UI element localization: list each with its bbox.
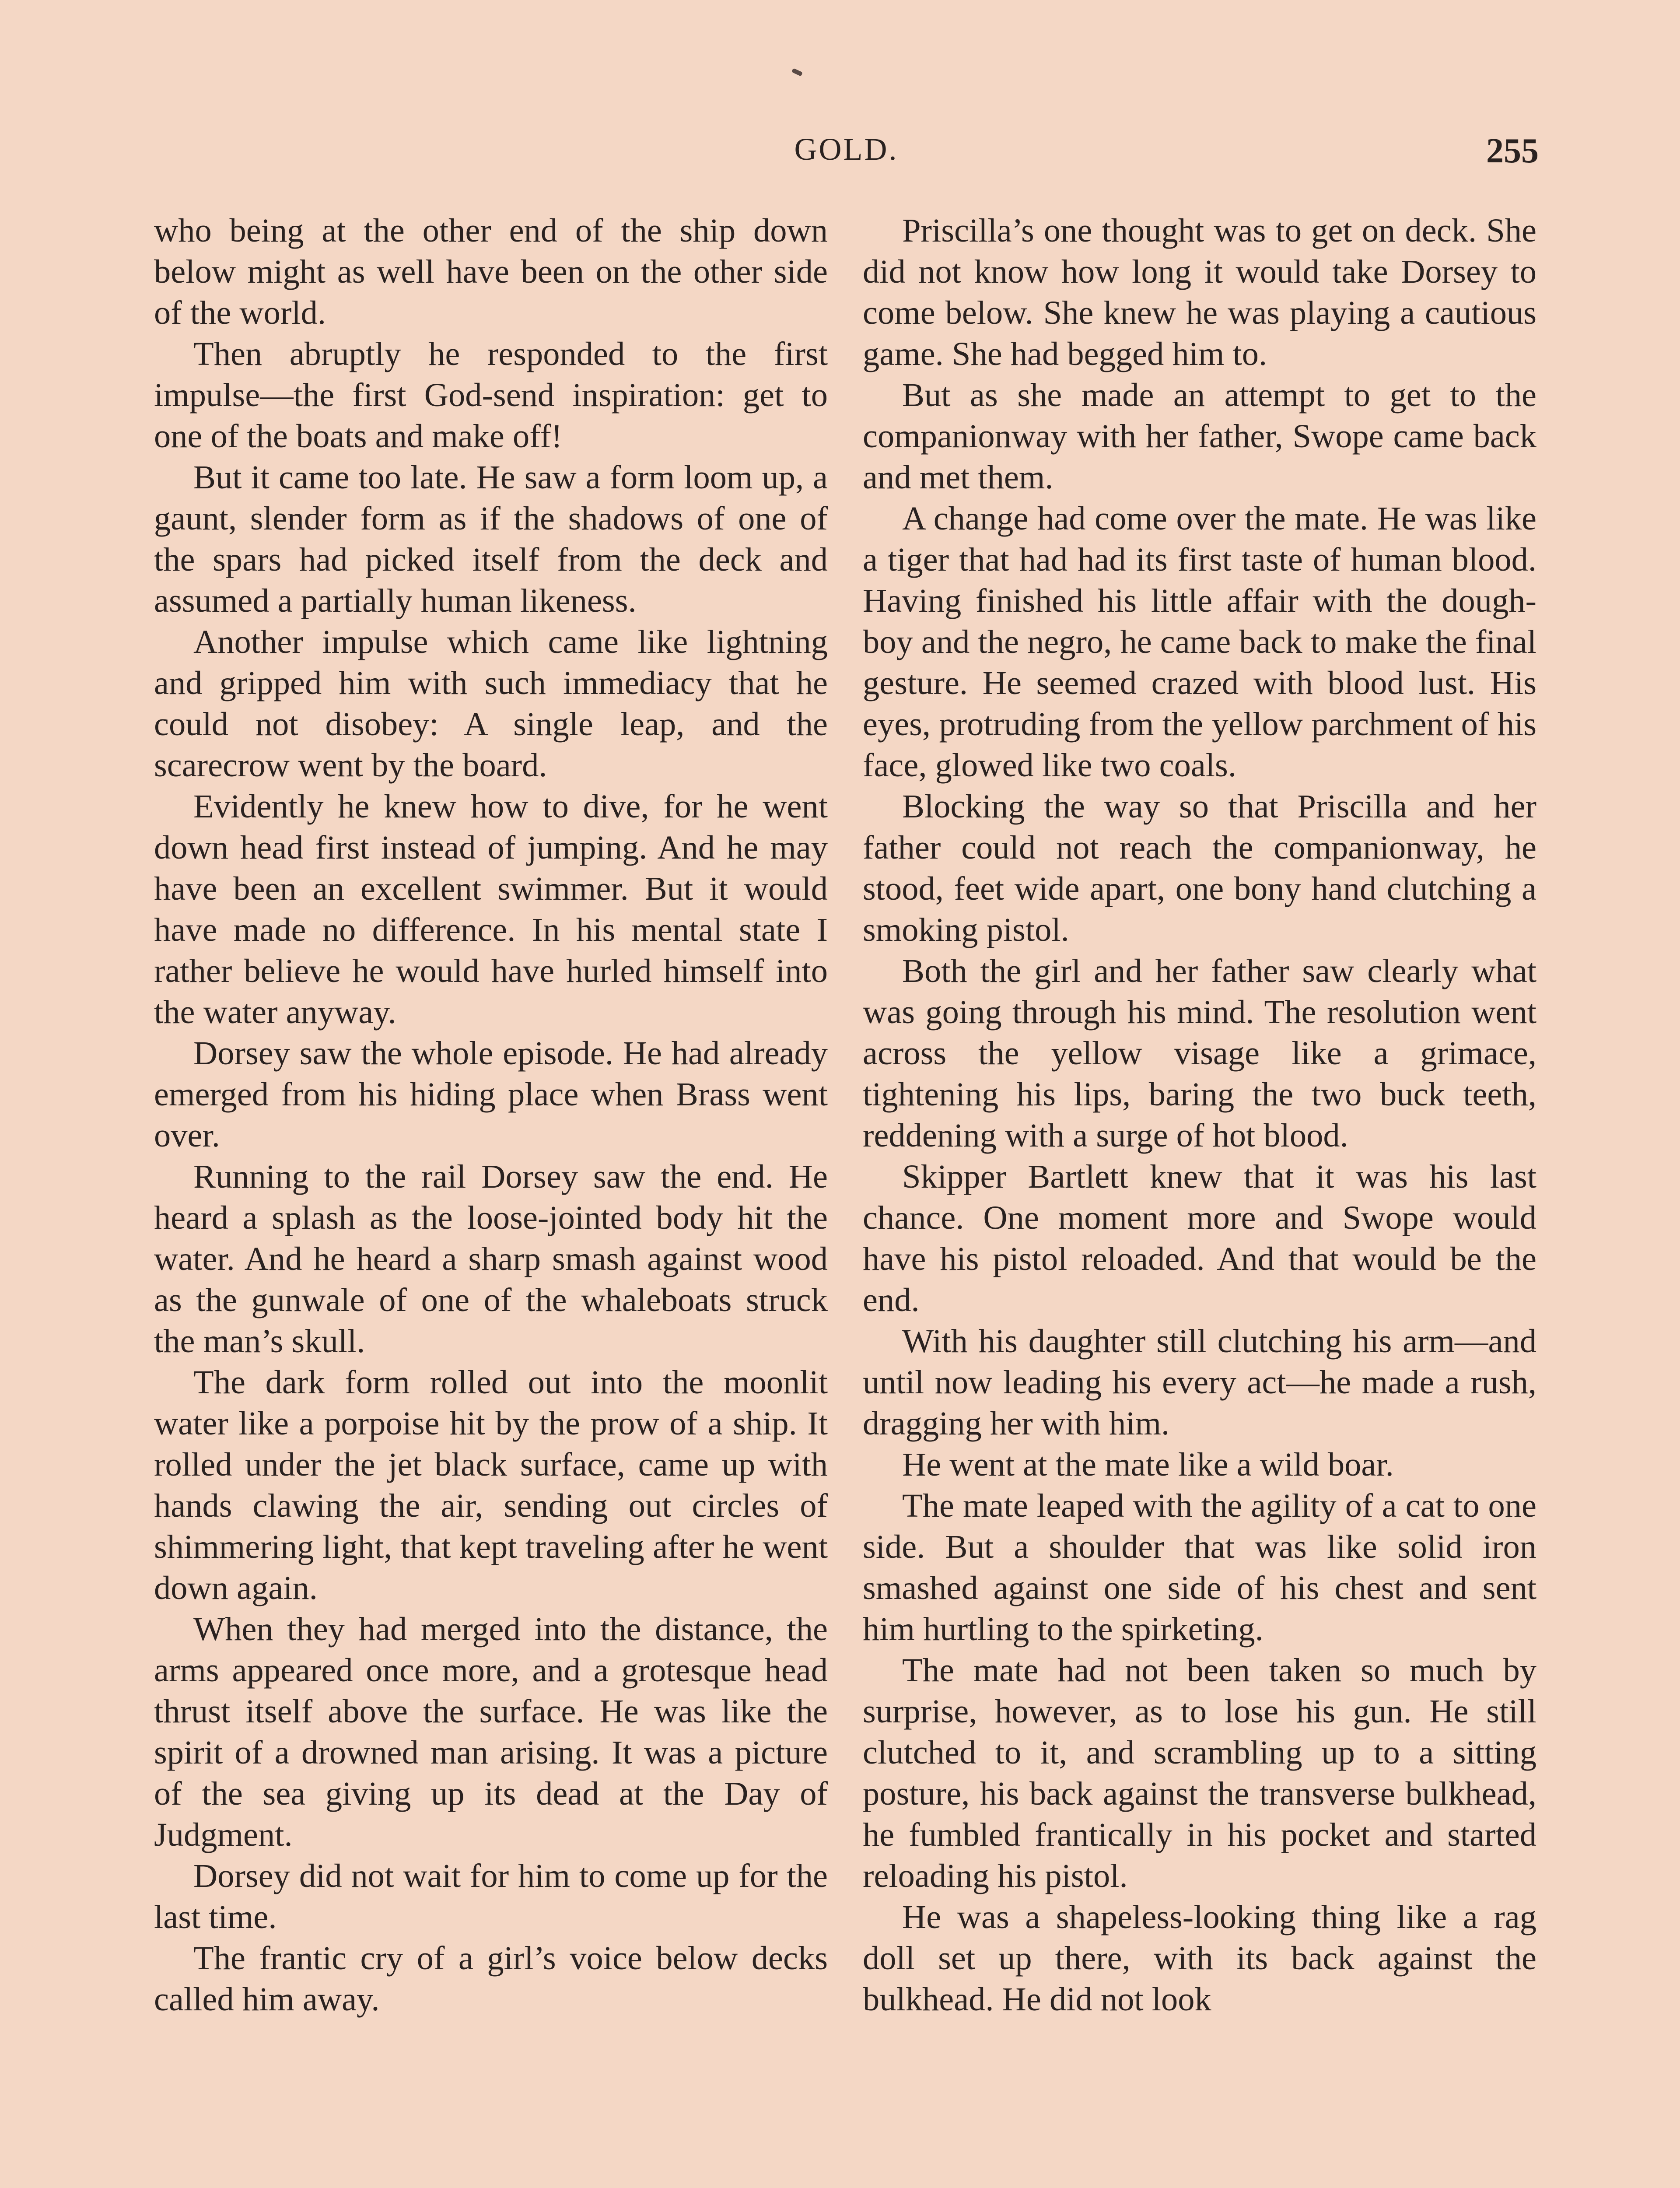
paragraph: A change had come over the mate. He was like a tiger that had had its first taste of human blood. Having finished his little affair with the dough-boy and the negro, he came back to make the final gesture. He seemed crazed with blood lust. His eyes, protruding from the yellow parchment of his face, glowed like two coals. — [863, 500, 1537, 784]
paragraph: But as she made an attempt to get to the companionway with her father, Swope came back and met them. — [863, 376, 1536, 496]
paragraph: But it came too late. He saw a form loom up, a gaunt, slender form as if the shadows of one of the spars had picked itself from the deck and assumed a partially human likeness. — [154, 459, 828, 619]
printer-mark — [791, 68, 803, 76]
running-title: GOLD. — [794, 132, 899, 167]
paragraph: Evidently he knew how to dive, for he went down head first instead of jumping. And he may have been an excellent swimmer. But it would have made no difference. In his mental state I rather believe he would have hurled himself into the water anyway. — [154, 788, 828, 1031]
page-number: 255 — [1486, 132, 1539, 170]
paragraph: The mate had not been taken so much by surprise, however, as to lose his gun. He still clutched to it, and scrambling up to a sitting posture, his back against the transverse bulkhead, he fumbled frantically in his pocket and started reloading his pistol. — [863, 1652, 1536, 1894]
paragraph: He was a shapeless-looking thing like a rag doll set up there, with its back against the bulkhead. He did not look — [863, 1898, 1536, 2018]
paragraph: The frantic cry of a girl’s voice below decks called him away. — [154, 1939, 828, 2018]
paragraph: Dorsey saw the whole episode. He had already emerged from his hiding place when Brass went over. — [154, 1034, 828, 1154]
paragraph: When they had merged into the distance, the arms appeared once more, and a grotesque head thrust itself above the surface. He was like the spirit of a drowned man arising. It was a picture of the sea giving up its dead at the Day of Judgment. — [154, 1610, 828, 1853]
paragraph: Dorsey did not wait for him to come up for the last time. — [154, 1857, 828, 1936]
paragraph: He went at the mate like a wild boar. — [902, 1446, 1394, 1483]
paragraph: Running to the rail Dorsey saw the end. He heard a splash as the loose-jointed body hit the water. And he heard a sharp smash against wood as the gunwale of one of the whaleboats struck the man’s skull. — [154, 1158, 828, 1360]
paragraph: Priscilla’s one thought was to get on deck. She did not know how long it would take Dorsey to come below. She knew he was playing a cautious game. She had begged him to. — [863, 212, 1536, 372]
left-column — [154, 210, 828, 2020]
paragraph: Another impulse which came like lightning and gripped him with such immediacy that he could not disobey: A single leap, and the scarecrow went by the board. — [154, 623, 828, 784]
paragraph: who being at the other end of the ship down below might as well have been on the other side of the world. — [154, 212, 828, 331]
paragraph: With his daughter still clutching his arm—and until now leading his every act—he made a rush, dragging her with him. — [863, 1322, 1536, 1442]
paragraph: Skipper Bartlett knew that it was his last chance. One moment more and Swope would have his pistol reloaded. And that would be the end. — [863, 1158, 1536, 1318]
paragraph: The dark form rolled out into the moonlit water like a porpoise hit by the prow of a ship. It rolled under the jet black surface, came up with hands clawing the air, sending out circles of shimmering light, that kept traveling after he went down again. — [154, 1364, 828, 1606]
running-header — [154, 131, 1539, 179]
right-column — [863, 210, 1536, 2020]
paragraph: Both the girl and her father saw clearly what was going through his mind. The resolution went across the yellow visage like a grimace, tightening his lips, baring the two buck teeth, reddening with a surge of hot blood. — [863, 952, 1536, 1154]
paragraph: Blocking the way so that Priscilla and her father could not reach the companionway, he stood, feet wide apart, one bony hand clutching a smoking pistol. — [863, 788, 1536, 948]
paragraph: Then abruptly he responded to the first impulse—the first God-send inspiration: get to one of the boats and make off! — [154, 335, 828, 455]
paragraph: The mate leaped with the agility of a cat to one side. But a shoulder that was like solid iron smashed against one side of his chest and sent him hurtling to the spirketing. — [863, 1487, 1536, 1648]
